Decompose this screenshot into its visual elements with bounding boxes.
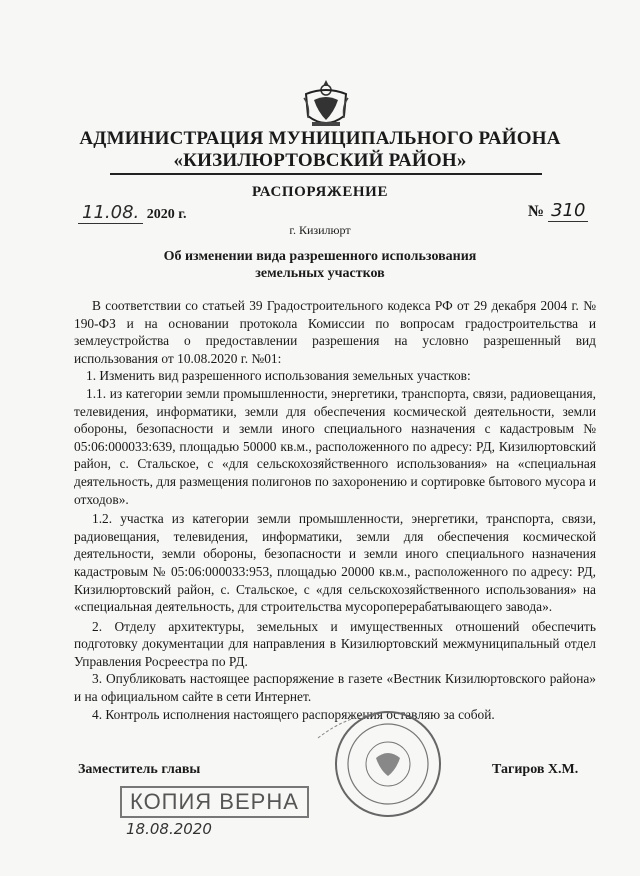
handwritten-number: 310 <box>548 200 588 222</box>
stamp-handwritten-date: 18.08.2020 <box>126 820 212 838</box>
paragraph-item-4: 4. Контроль исполнения настоящего распоряжения оставляю за собой. <box>92 706 495 722</box>
org-name-line2: «КИЗИЛЮРТОВСКИЙ РАЙОН» <box>173 150 467 171</box>
copy-stamp: КОПИЯ ВЕРНА <box>120 786 309 818</box>
paragraph-item-1: 1. Изменить вид разрешенного использования земельных участков: <box>86 368 471 384</box>
number-sign: № <box>528 203 545 220</box>
document-title-line2: земельных участков <box>255 266 385 281</box>
signature-name: Тагиров Х.М. <box>492 762 579 777</box>
paragraph-item-3: 3. Опубликовать настоящее распоряжение в газете «Вестник Кизилюртовского района» и на официальном сайте в сети Интернет. <box>74 671 596 705</box>
document-number <box>528 200 588 221</box>
paragraph-item-1-1: 1.1. из категории земли промышленности, энергетики, транспорта, связи, радиовещания, телевидения, информатики, земли для обеспечения космической деятельности, земли обороны, безопасности и земли иного специального назначения с кадастровым № 05:06:000033:639, площадью 50000 кв.м., расположенного по адресу: РД, Кизилюртовский район, с. Стальское, с «для сельскохозяйственного использования» на «специальная деятельность, для размещения полигонов по захоронению и сортировке бытового мусора и отходов». <box>74 385 596 507</box>
signature-position: Заместитель главы <box>78 762 201 777</box>
round-seal-icon <box>306 708 470 820</box>
document-date <box>78 202 187 223</box>
document-city: г. Кизилюрт <box>289 223 351 237</box>
header-divider <box>110 173 542 175</box>
paragraph-item-2: 2. Отделу архитектуры, земельных и имущественных отношений обеспечить подготовку документации для направления в Кизилюртовский межмуниципальный отдел Управления Росреестра по РД. <box>74 618 596 669</box>
document-type: РАСПОРЯЖЕНИЕ <box>251 184 389 200</box>
org-name-line1: АДМИНИСТРАЦИЯ МУНИЦИПАЛЬНОГО РАЙОНА <box>79 128 561 149</box>
document-title-line1: Об изменении вида разрешенного использования <box>163 249 477 264</box>
handwritten-date: 11.08. <box>78 202 143 224</box>
document-year: 2020 г. <box>146 207 187 222</box>
paragraph-item-1-2: 1.2. участка из категории земли промышленности, энергетики, транспорта, связи, радиовещания, телевидения, информатики, земли для обеспечения космической деятельности, земли обороны, безопасности и земли иного специального назначения кадастровым № 05:06:000033:953, площадью 20000 кв.м., расположенного по адресу: РД, Кизилюртовский район, с. Стальское, с «для сельскохозяйственного использования» на «специальная деятельность, для строительства мусороперерабатывающего завода». <box>74 511 596 615</box>
document-body <box>74 297 596 723</box>
coat-of-arms-icon <box>300 76 352 132</box>
paragraph-intro: В соответствии со статьей 39 Градостроительного кодекса РФ от 29 декабря 2004 г. № 190-ФЗ и на основании протокола Комиссии по вопросам градостроительства и землеустройства о предоставлении разрешения на условно разрешенный вид использования от 10.08.2020 г. №01: <box>74 298 596 366</box>
